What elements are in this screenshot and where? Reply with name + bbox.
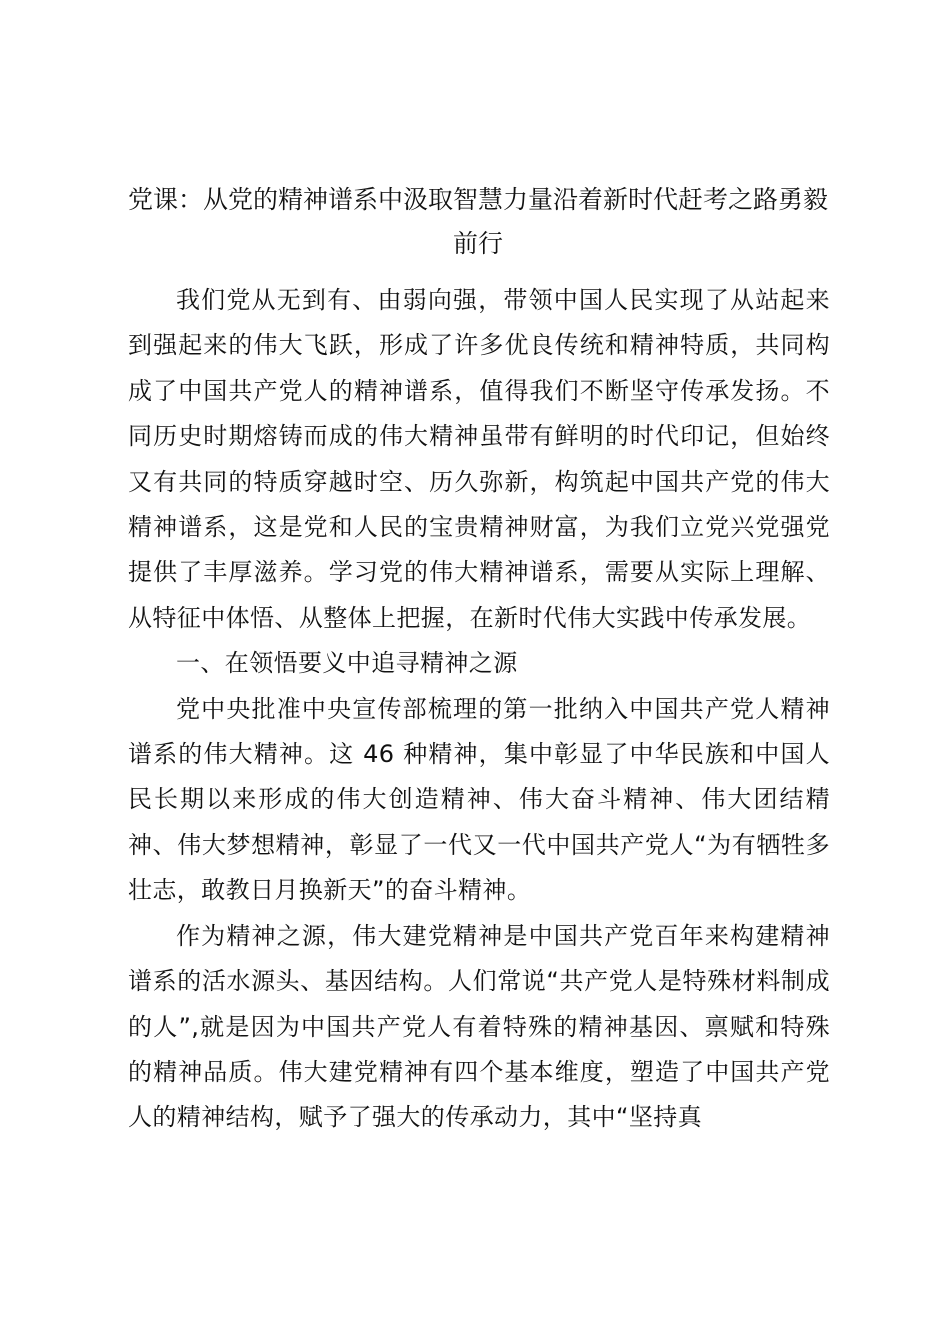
- section-heading: 一、在领悟要义中追寻精神之源: [176, 649, 518, 678]
- paragraph-spirit-source: 作为精神之源，伟大建党精神是中国共产党百年来构建精神谱系的活水源头、基因结构。人们常说“共产党人是特殊材料制成的人”,就是因为中国共产党人有着特殊的精神基因、禀赋和特殊的精神品质。伟大建党精神有四个基本维度，塑造了中国共产党人的精神结构，赋予了强大的传承动力，其中“坚持真: [128, 921, 830, 1132]
- document-title: 党课：从党的精神谱系中汲取智慧力量沿着新时代赶考之路勇毅前行: [128, 185, 829, 258]
- paragraph-intro: 我们党从无到有、由弱向强，带领中国人民实现了从站起来到强起来的伟大飞跃，形成了许多优良传统和精神特质，共同构成了中国共产党人的精神谱系，值得我们不断坚守传承发扬。不同历史时期熔铸而成的伟大精神虽带有鲜明的时代印记，但始终又有共同的特质穿越时空、历久弥新，构筑起中国共产党的伟大精神谱系，这是党和人民的宝贵精神财富，为我们立党兴党强党提供了丰厚滋养。学习党的伟大精神谱系，需要从实际上理解、从特征中体悟、从整体上把握，在新时代伟大实践中传承发展。: [128, 286, 830, 632]
- paragraph-46-spirits: 党中央批准中央宣传部梳理的第一批纳入中国共产党人精神谱系的伟大精神。这 46 种精神，集中彰显了中华民族和中国人民长期以来形成的伟大创造精神、伟大奋斗精神、伟大团结精神、伟大梦想精神，彰显了一代又一代中国共产党人“为有牺牲多壮志，敢教日月换新天”的奋斗精神。: [128, 694, 830, 905]
- document-body: [128, 278, 830, 1141]
